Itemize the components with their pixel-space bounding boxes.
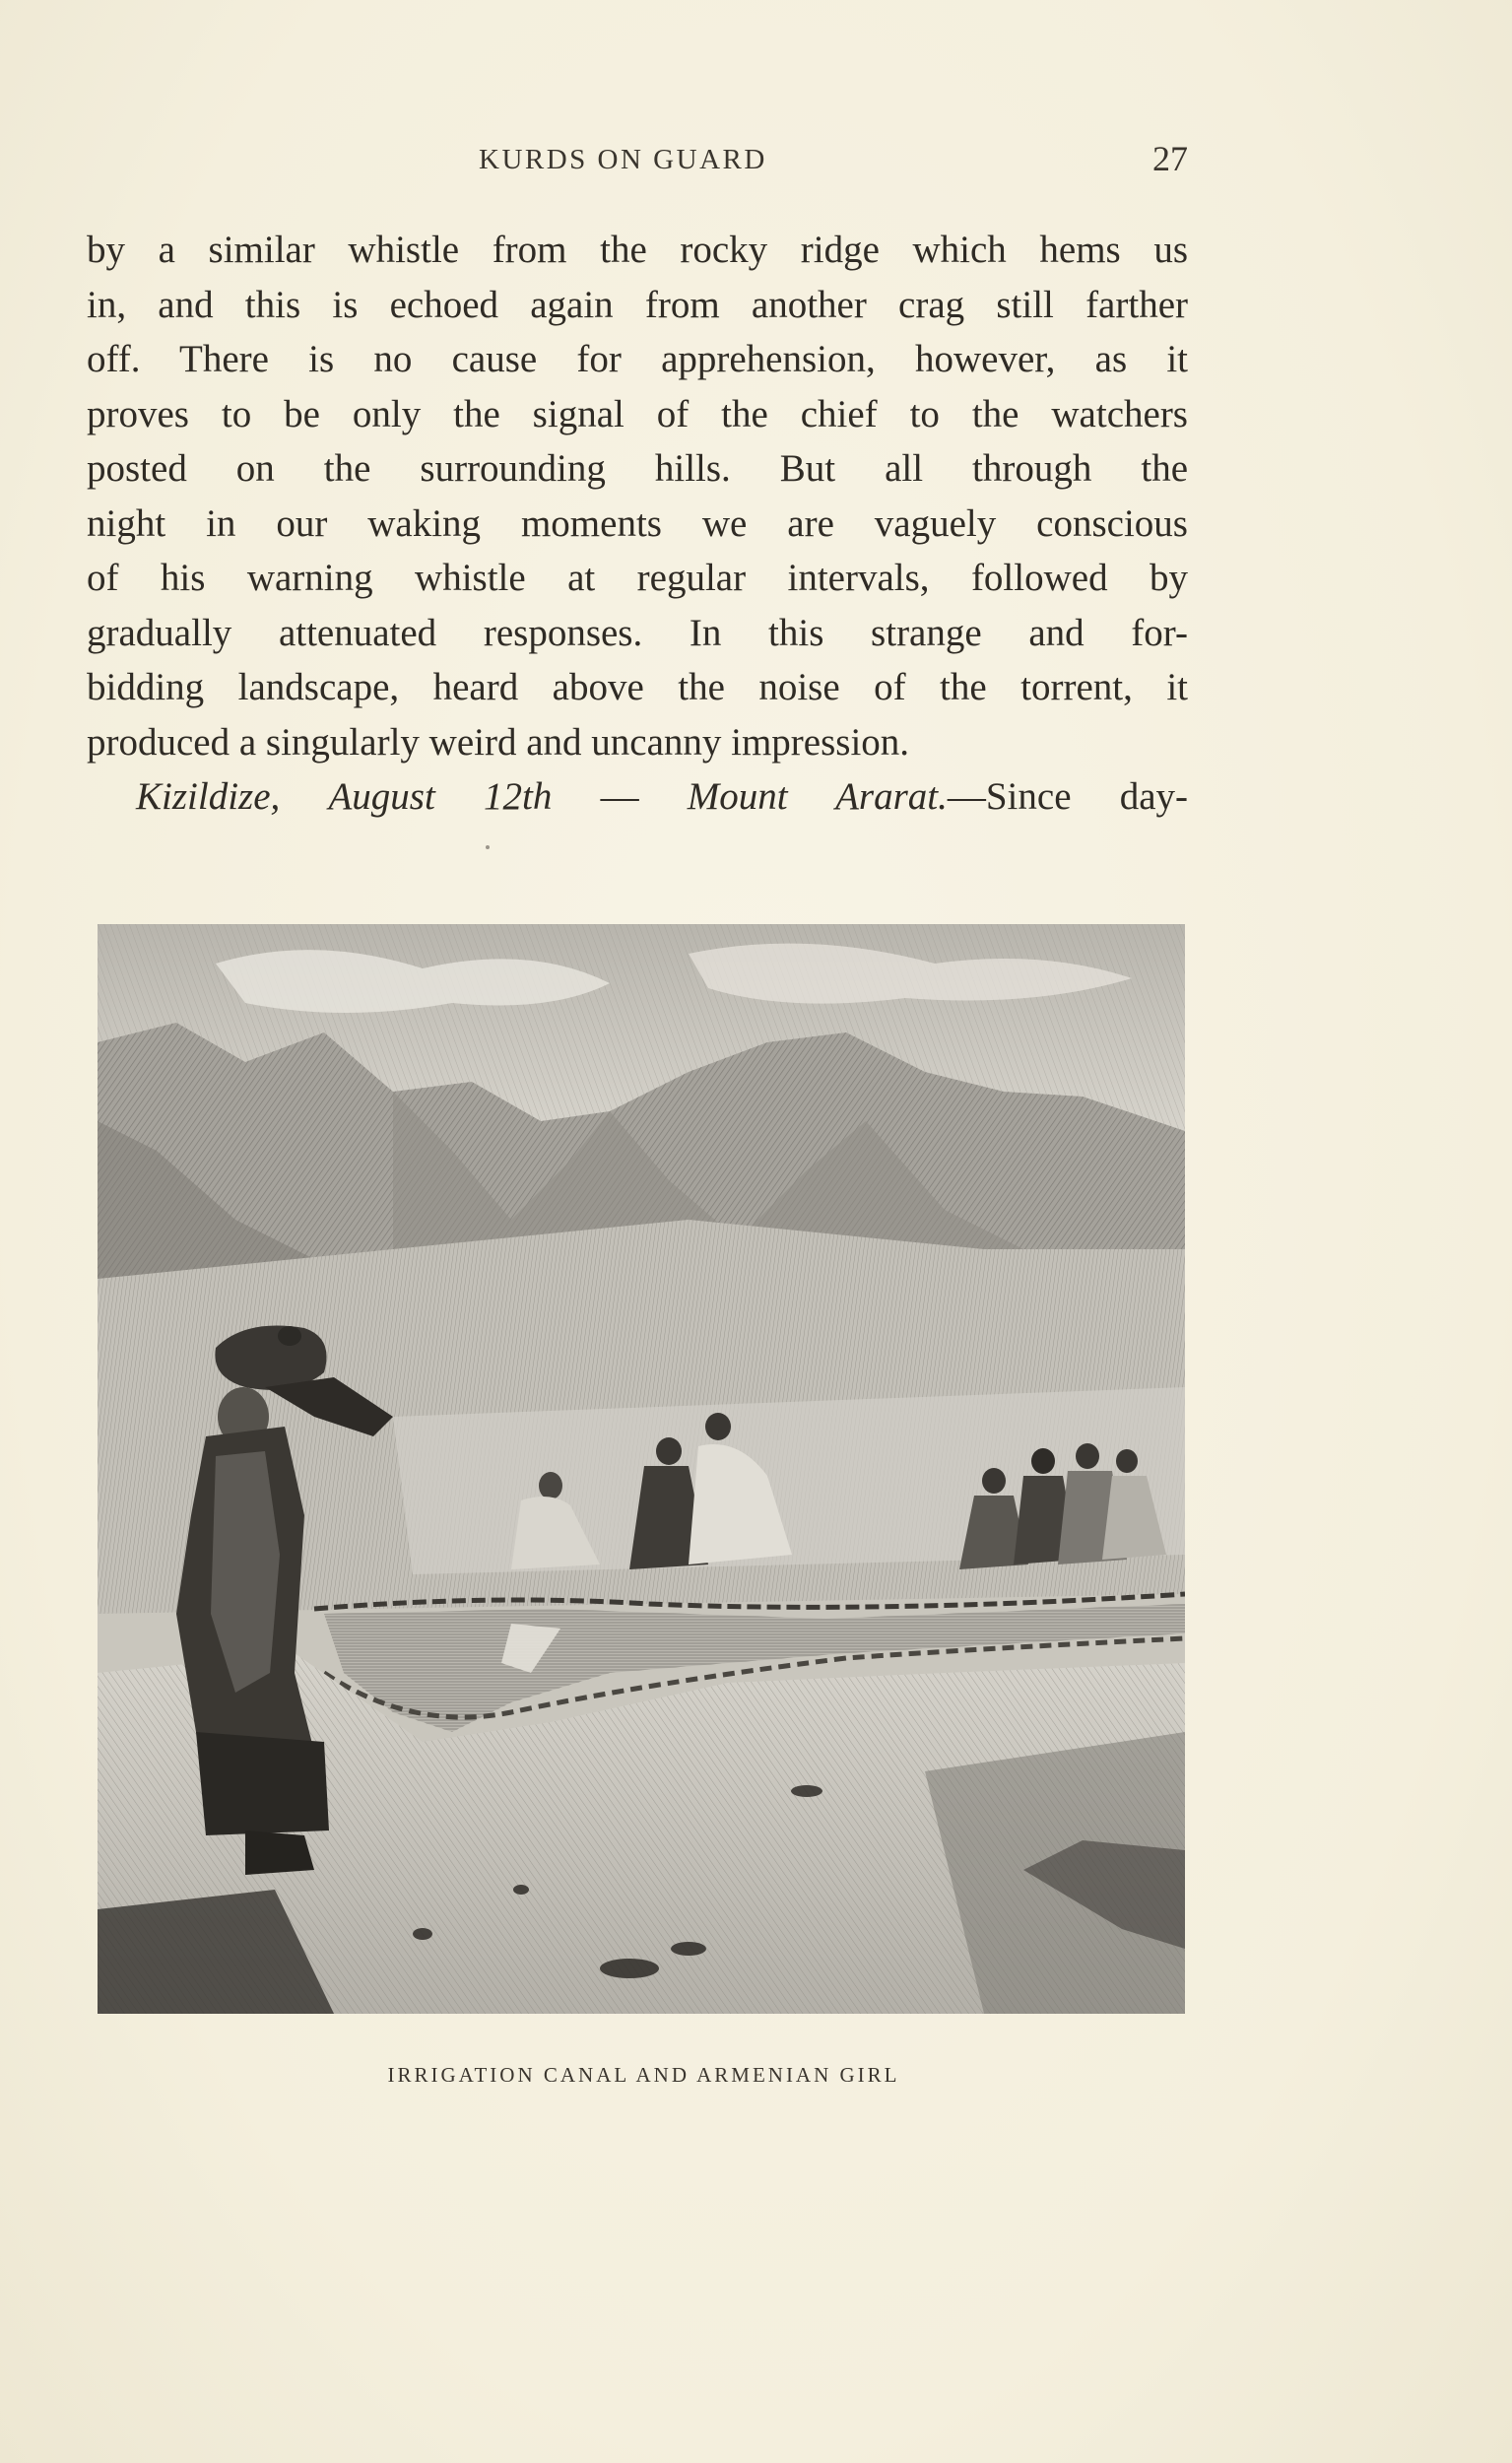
text-line: of his warning whistle at regular intervals, followed by [87,557,1188,599]
dateline-continuation: —Since day- [947,775,1189,818]
dateline-place: Kizildize, [136,775,281,818]
text-line: proves to be only the signal of the chief to the watchers [87,392,1188,435]
figure-caption: IRRIGATION CANAL AND ARMENIAN GIRL [387,2063,900,2087]
text-line: off. There is no cause for apprehension, however, as it [87,338,1188,380]
running-head [87,138,1188,181]
running-title: KURDS ON GUARD [479,144,767,175]
dateline [87,769,1188,825]
dateline-dash: — [600,775,639,818]
engraving-svg [98,924,1185,2014]
text-line: by a similar whistle from the rocky ridge which hems us [87,229,1188,271]
page-number: 27 [1152,139,1188,178]
dateline-date: August 12th [328,775,553,818]
ink-speck [486,845,490,849]
text-line: gradually attenuated responses. In this strange and for- [87,611,1188,654]
text-line: produced a singularly weird and uncanny impression. [87,720,910,764]
engraving-illustration [98,924,1185,2014]
text-line: night in our waking moments we are vaguely conscious [87,501,1188,545]
dateline-location: Mount Ararat. [687,775,948,818]
text-line: in, and this is echoed again from another crag still farther [87,283,1188,326]
text-line: posted on the surrounding hills. But all through the [87,447,1188,490]
body-text [87,223,1188,825]
text-line: bidding landscape, heard above the noise of the torrent, it [87,666,1188,708]
